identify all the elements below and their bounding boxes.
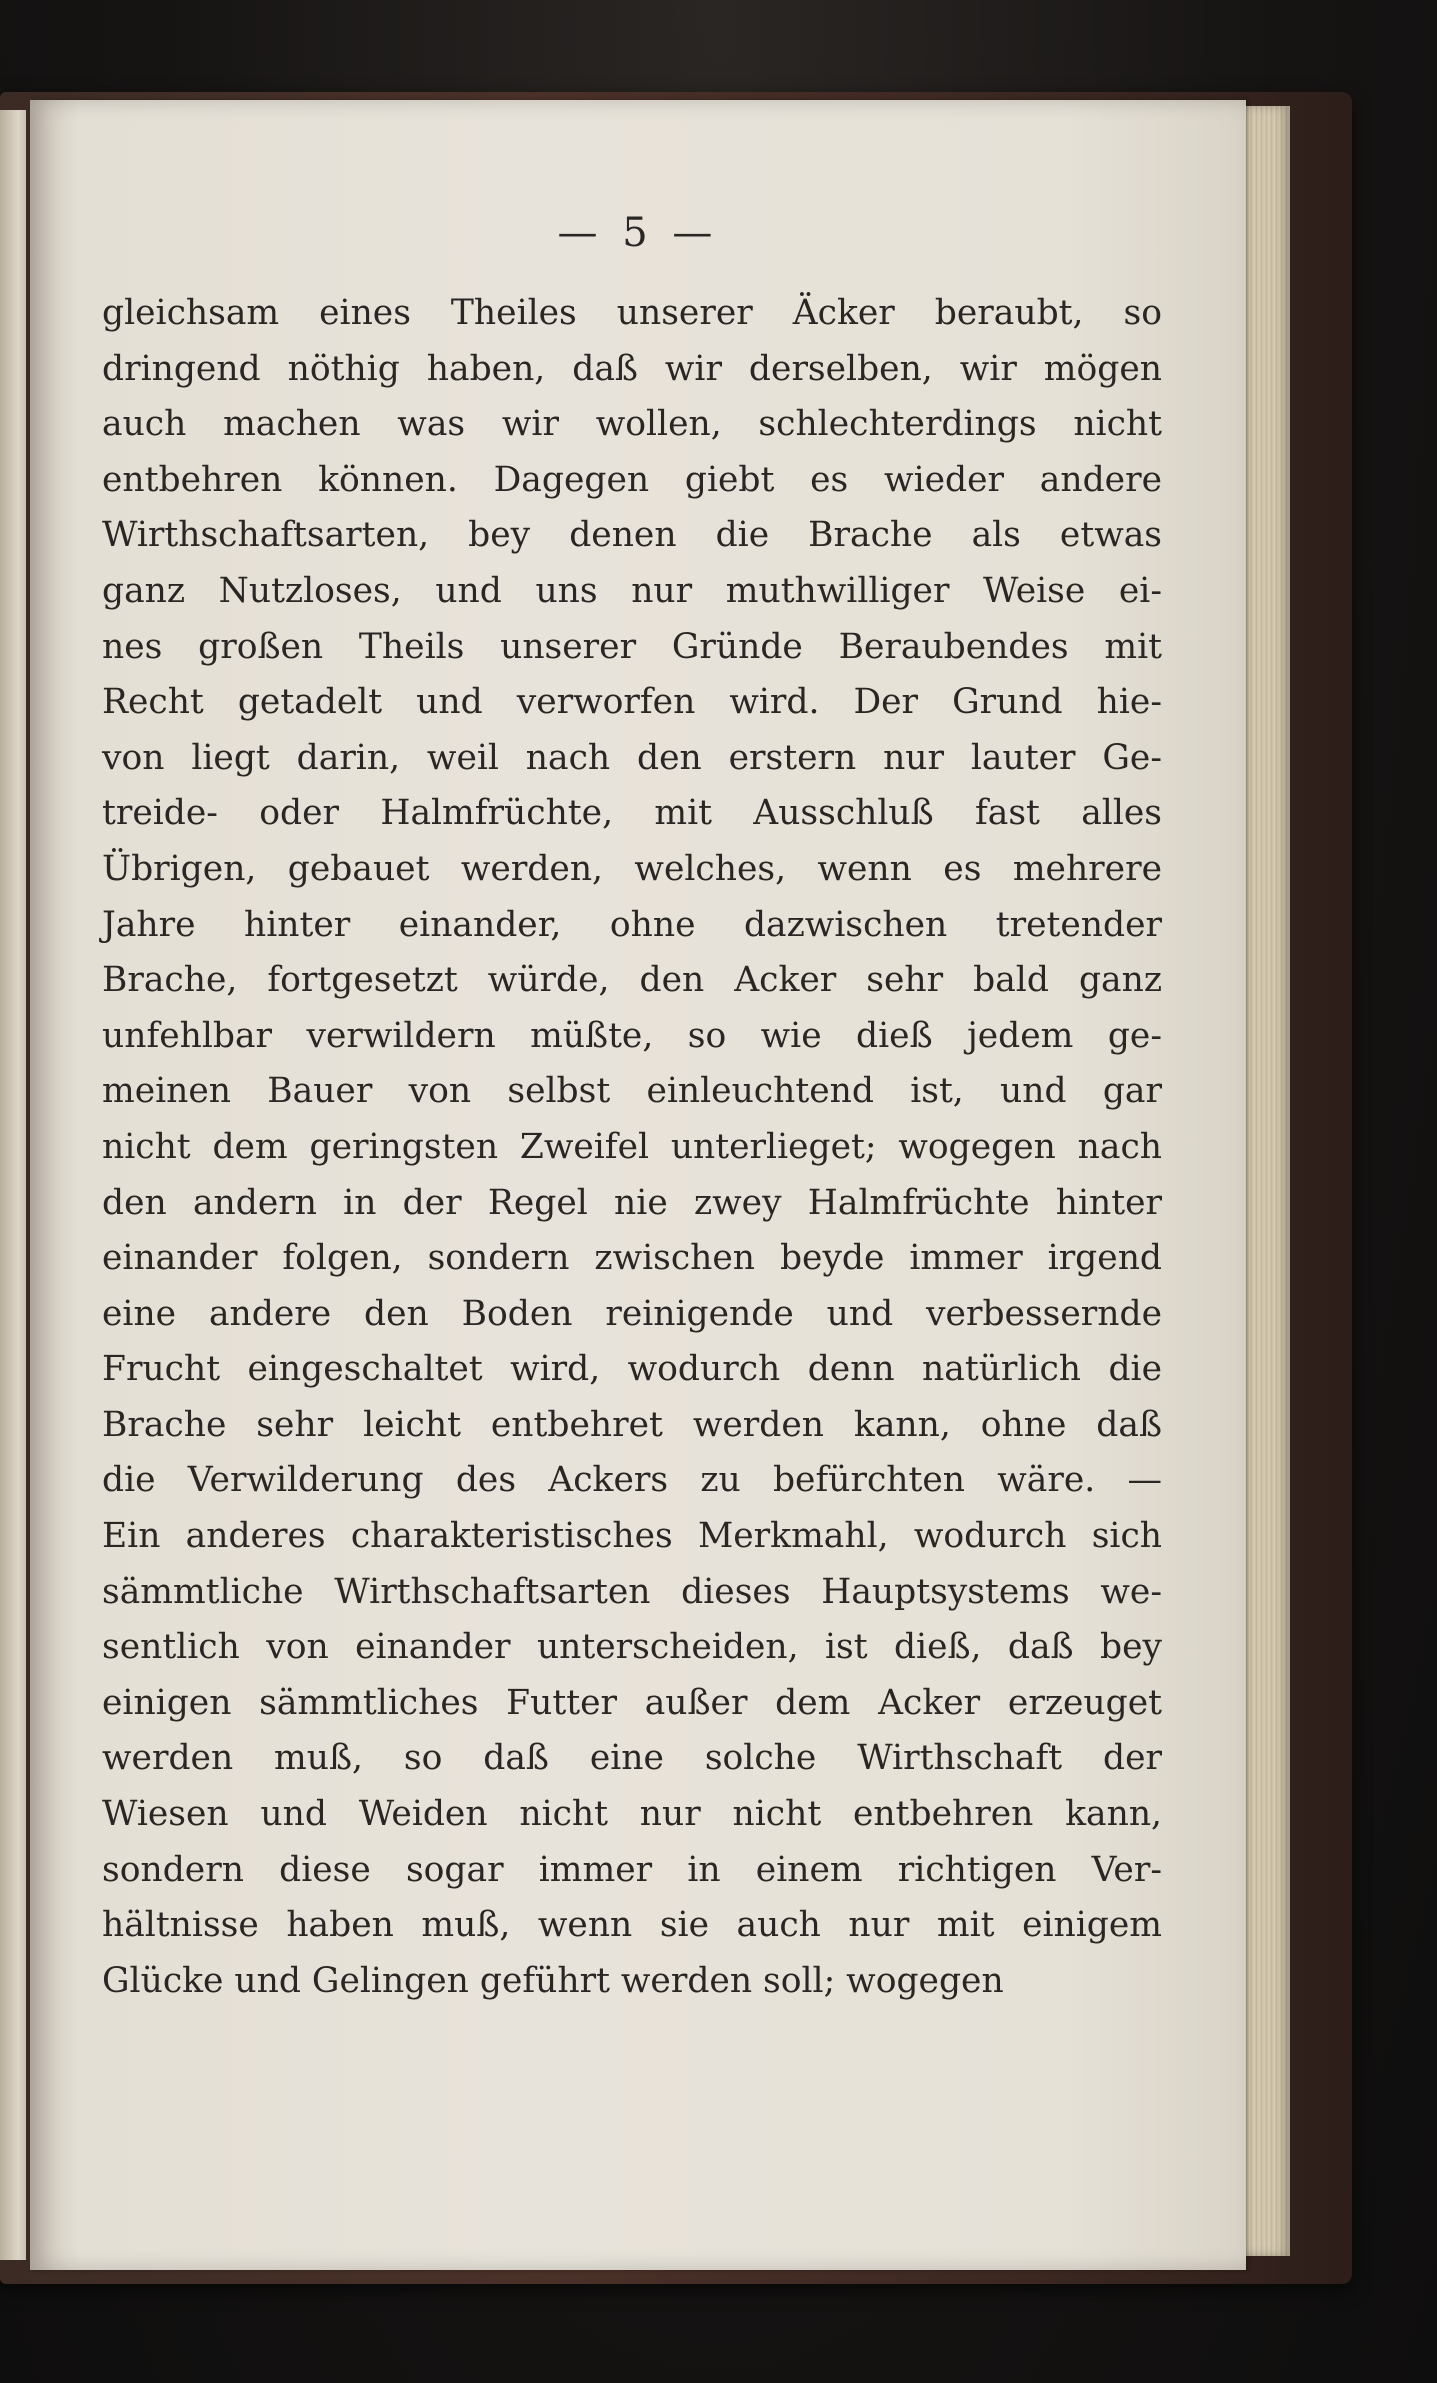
text-line: sämmtliche Wirthschaftsarten dieses Hauptsystems we- xyxy=(102,1571,1162,1612)
text-line: einander folgen, sondern zwischen beyde immer irgend xyxy=(102,1238,1162,1279)
text-line: werden muß, so daß eine solche Wirthschaft der xyxy=(102,1738,1162,1779)
facing-page-edge xyxy=(0,110,26,2260)
text-line: ganz Nutzloses, und uns nur muthwilliger Weise ei- xyxy=(102,570,1162,611)
book-page xyxy=(30,100,1246,2270)
page-number-header: — 5 — xyxy=(557,210,719,256)
text-line: Wiesen und Weiden nicht nur nicht entbehren kann, xyxy=(102,1794,1162,1835)
text-line: auch machen was wir wollen, schlechterdings nicht xyxy=(102,404,1162,445)
text-line: Glücke und Gelingen geführt werden soll; wogegen xyxy=(102,1960,1004,2001)
text-line: gleichsam eines Theiles unserer Äcker beraubt, so xyxy=(102,293,1162,333)
text-line: dringend nöthig haben, daß wir derselben, wir mögen xyxy=(102,348,1162,389)
body-text xyxy=(102,286,1162,2009)
text-line: den andern in der Regel nie zwey Halmfrüchte hinter xyxy=(102,1182,1162,1223)
text-line: Frucht eingeschaltet wird, wodurch denn natürlich die xyxy=(102,1349,1162,1390)
text-line: entbehren können. Dagegen giebt es wieder andere xyxy=(102,459,1162,500)
text-line: Jahre hinter einander, ohne dazwischen tretender xyxy=(102,904,1162,945)
text-line: Brache, fortgesetzt würde, den Acker sehr bald ganz xyxy=(102,960,1162,1001)
text-line: Recht getadelt und verworfen wird. Der Grund hie- xyxy=(102,682,1162,723)
text-line: nicht dem geringsten Zweifel unterlieget; wogegen nach xyxy=(102,1126,1162,1167)
text-line: Ein anderes charakteristisches Merkmahl, wodurch sich xyxy=(102,1516,1162,1557)
text-line: eine andere den Boden reinigende und verbessernde xyxy=(102,1293,1162,1334)
text-line: sondern diese sogar immer in einem richtigen Ver- xyxy=(102,1849,1162,1890)
text-line: nes großen Theils unserer Gründe Beraubendes mit xyxy=(102,626,1162,667)
text-line: unfehlbar verwildern müßte, so wie dieß jedem ge- xyxy=(102,1015,1162,1056)
text-line: meinen Bauer von selbst einleuchtend ist, und gar xyxy=(102,1071,1162,1112)
text-line: hältnisse haben muß, wenn sie auch nur mit einigem xyxy=(102,1905,1162,1946)
text-line: Brache sehr leicht entbehret werden kann, ohne daß xyxy=(102,1404,1162,1445)
text-line: treide- oder Halmfrüchte, mit Ausschluß fast alles xyxy=(102,793,1162,834)
text-line: Übrigen, gebauet werden, welches, wenn es mehrere xyxy=(102,848,1162,889)
text-line: von liegt darin, weil nach den erstern nur lauter Ge- xyxy=(102,737,1162,778)
text-line: Wirthschaftsarten, bey denen die Brache als etwas xyxy=(102,515,1162,556)
text-line: einigen sämmtliches Futter außer dem Acker erzeuget xyxy=(102,1682,1162,1723)
text-line: die Verwilderung des Ackers zu befürchten wäre. — xyxy=(102,1460,1162,1501)
text-line: sentlich von einander unterscheiden, ist dieß, daß bey xyxy=(102,1627,1162,1668)
